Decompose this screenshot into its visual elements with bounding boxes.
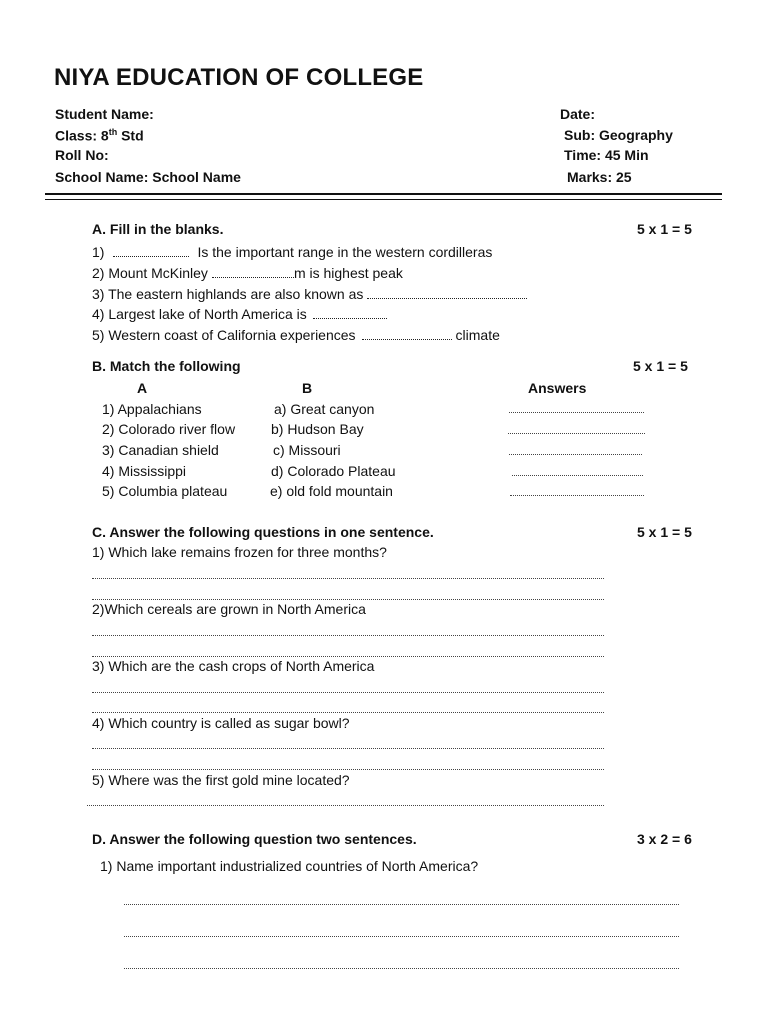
column-b-header: B bbox=[302, 380, 313, 396]
header-divider-bottom bbox=[45, 199, 722, 200]
section-a-marks: 5 x 1 = 5 bbox=[637, 221, 692, 237]
date-label: Date: bbox=[560, 106, 596, 122]
section-d-marks: 3 x 2 = 6 bbox=[637, 831, 692, 847]
match-b-item: d) Colorado Plateau bbox=[271, 463, 396, 479]
section-a-title: A. Fill in the blanks. bbox=[92, 221, 224, 237]
match-b-item: b) Hudson Bay bbox=[271, 421, 364, 437]
question-c2: 2)Which cereals are grown in North America bbox=[92, 601, 366, 617]
marks-label: Marks: 25 bbox=[567, 169, 632, 185]
answer-blank[interactable] bbox=[113, 246, 189, 257]
match-a-item: 4) Mississippi bbox=[102, 463, 187, 479]
page-title: NIYA EDUCATION OF COLLEGE bbox=[54, 64, 424, 91]
section-c-marks: 5 x 1 = 5 bbox=[637, 524, 692, 540]
fill-blank-q2: 2) Mount McKinley m is highest peak bbox=[92, 265, 403, 281]
answer-line[interactable] bbox=[92, 635, 604, 636]
match-a-item: 1) Appalachians bbox=[102, 401, 202, 417]
answer-line[interactable] bbox=[92, 692, 604, 693]
match-a-item: 2) Colorado river flow bbox=[102, 421, 236, 437]
answers-header: Answers bbox=[528, 380, 587, 396]
answer-line[interactable] bbox=[92, 578, 604, 579]
question-c3: 3) Which are the cash crops of North America bbox=[92, 658, 375, 674]
answer-line[interactable] bbox=[92, 712, 604, 713]
answer-line[interactable] bbox=[124, 936, 679, 937]
match-answer-blank[interactable] bbox=[509, 454, 642, 455]
answer-blank[interactable] bbox=[212, 267, 294, 278]
section-c-title: C. Answer the following questions in one sentence. bbox=[92, 524, 434, 540]
section-b-marks: 5 x 1 = 5 bbox=[633, 358, 688, 374]
match-answer-blank[interactable] bbox=[509, 412, 644, 413]
section-b-title: B. Match the following bbox=[92, 358, 241, 374]
fill-blank-q3: 3) The eastern highlands are also known as bbox=[92, 286, 527, 302]
time-label: Time: 45 Min bbox=[564, 147, 649, 163]
fill-blank-q4: 4) Largest lake of North America is bbox=[92, 306, 387, 322]
answer-blank[interactable] bbox=[367, 288, 527, 299]
question-c5: 5) Where was the first gold mine located? bbox=[92, 772, 350, 788]
match-a-item: 5) Columbia plateau bbox=[102, 483, 228, 499]
answer-line[interactable] bbox=[92, 656, 604, 657]
question-c1: 1) Which lake remains frozen for three months? bbox=[92, 544, 387, 560]
roll-no-label: Roll No: bbox=[55, 147, 109, 163]
answer-line[interactable] bbox=[87, 805, 604, 806]
class-label: Class: 8th Std bbox=[55, 127, 144, 144]
match-b-item: e) old fold mountain bbox=[270, 483, 393, 499]
answer-line[interactable] bbox=[124, 968, 679, 969]
question-d1: 1) Name important industrialized countries of North America? bbox=[100, 858, 479, 874]
answer-line[interactable] bbox=[92, 748, 604, 749]
question-c4: 4) Which country is called as sugar bowl? bbox=[92, 715, 350, 731]
answer-line[interactable] bbox=[92, 769, 604, 770]
fill-blank-q1: 1) Is the important range in the western cordilleras bbox=[92, 244, 493, 260]
answer-blank[interactable] bbox=[362, 329, 452, 340]
answer-line[interactable] bbox=[124, 904, 679, 905]
subject-label: Sub: Geography bbox=[564, 127, 673, 143]
school-name-label: School Name: School Name bbox=[55, 169, 241, 185]
header-divider-top bbox=[45, 193, 722, 195]
answer-blank[interactable] bbox=[313, 308, 387, 319]
match-b-item: a) Great canyon bbox=[274, 401, 375, 417]
match-answer-blank[interactable] bbox=[512, 475, 643, 476]
answer-line[interactable] bbox=[92, 599, 604, 600]
column-a-header: A bbox=[137, 380, 148, 396]
match-answer-blank[interactable] bbox=[508, 433, 645, 434]
fill-blank-q5: 5) Western coast of California experiences climate bbox=[92, 327, 500, 343]
section-d-title: D. Answer the following question two sentences. bbox=[92, 831, 417, 847]
match-a-item: 3) Canadian shield bbox=[102, 442, 219, 458]
match-b-item: c) Missouri bbox=[273, 442, 341, 458]
student-name-label: Student Name: bbox=[55, 106, 154, 122]
match-answer-blank[interactable] bbox=[510, 495, 644, 496]
